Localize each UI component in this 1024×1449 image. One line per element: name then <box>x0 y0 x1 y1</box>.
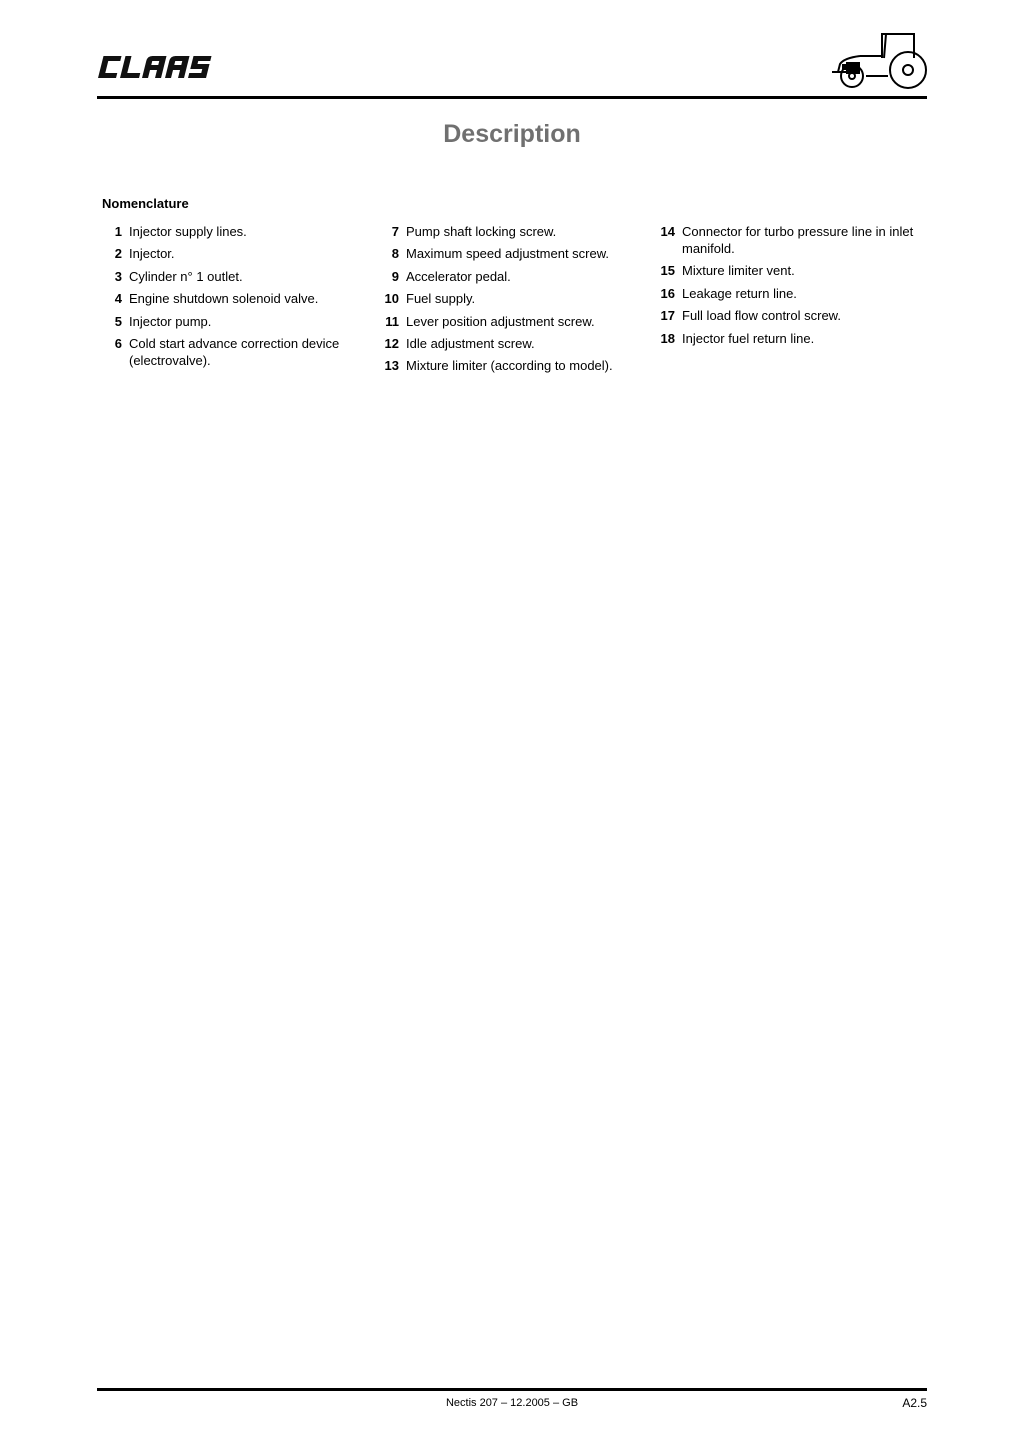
page-number: A2.5 <box>902 1396 927 1410</box>
item-number: 15 <box>660 263 675 279</box>
list-item <box>653 223 918 257</box>
list-item <box>100 223 365 240</box>
item-number: 16 <box>660 285 675 301</box>
item-number: 6 <box>114 335 122 351</box>
item-text: Idle adjustment screw. <box>406 335 535 351</box>
item-text: Injector. <box>129 246 175 262</box>
header-rule <box>97 96 927 99</box>
item-number: 3 <box>114 268 122 284</box>
item-text: Injector fuel return line. <box>682 330 815 346</box>
tractor-engine-icon <box>830 30 928 92</box>
item-text: Full load flow control screw. <box>682 308 841 324</box>
nomenclature-column-1 <box>100 223 365 374</box>
item-text: Injector pump. <box>129 313 212 329</box>
claas-logo <box>97 50 217 84</box>
item-text: Cylinder n° 1 outlet. <box>129 268 243 284</box>
list-item <box>653 307 918 324</box>
nomenclature-column-3 <box>653 223 918 352</box>
item-text: Injector supply lines. <box>129 224 247 239</box>
item-text: Mixture limiter vent. <box>682 263 795 279</box>
item-number: 4 <box>114 291 122 307</box>
item-number: 17 <box>660 308 675 324</box>
list-item <box>100 335 365 369</box>
list-item <box>100 268 365 285</box>
list-item <box>653 330 918 347</box>
item-number: 9 <box>391 268 399 284</box>
item-number: 1 <box>114 224 122 239</box>
item-number: 18 <box>660 330 675 346</box>
list-item <box>377 245 642 262</box>
item-number: 5 <box>114 313 122 329</box>
footer-rule <box>97 1388 927 1391</box>
list-item <box>377 335 642 352</box>
item-text: Cold start advance correction device (electrovalve). <box>129 335 340 368</box>
list-item <box>100 313 365 330</box>
list-item <box>377 357 642 374</box>
footer-document-info: Nectis 207 – 12.2005 – GB <box>445 1397 579 1409</box>
item-number: 10 <box>384 291 399 307</box>
item-text: Maximum speed adjustment screw. <box>406 246 610 262</box>
list-item <box>100 290 365 307</box>
item-text: Lever position adjustment screw. <box>406 313 595 329</box>
list-item <box>377 268 642 285</box>
item-number: 7 <box>391 224 399 239</box>
item-number: 2 <box>114 246 122 262</box>
page-title: Description <box>443 120 581 148</box>
list-item <box>377 313 642 330</box>
item-text: Accelerator pedal. <box>406 268 511 284</box>
item-text: Engine shutdown solenoid valve. <box>129 291 319 307</box>
item-number: 8 <box>391 246 399 262</box>
item-text: Pump shaft locking screw. <box>406 224 557 239</box>
item-number: 11 <box>385 313 399 329</box>
item-number: 14 <box>660 224 675 239</box>
item-text: Connector for turbo pressure line in inlet manifold. <box>682 224 914 256</box>
list-item <box>377 223 642 240</box>
item-text: Leakage return line. <box>682 285 797 301</box>
list-item <box>653 285 918 302</box>
section-title: Nomenclature <box>102 196 189 211</box>
list-item <box>100 245 365 262</box>
item-number: 13 <box>384 358 399 374</box>
item-text: Mixture limiter (according to model). <box>406 358 613 374</box>
nomenclature-column-2 <box>377 223 642 380</box>
list-item <box>653 262 918 279</box>
item-number: 12 <box>384 335 399 351</box>
item-text: Fuel supply. <box>406 291 476 307</box>
list-item <box>377 290 642 307</box>
